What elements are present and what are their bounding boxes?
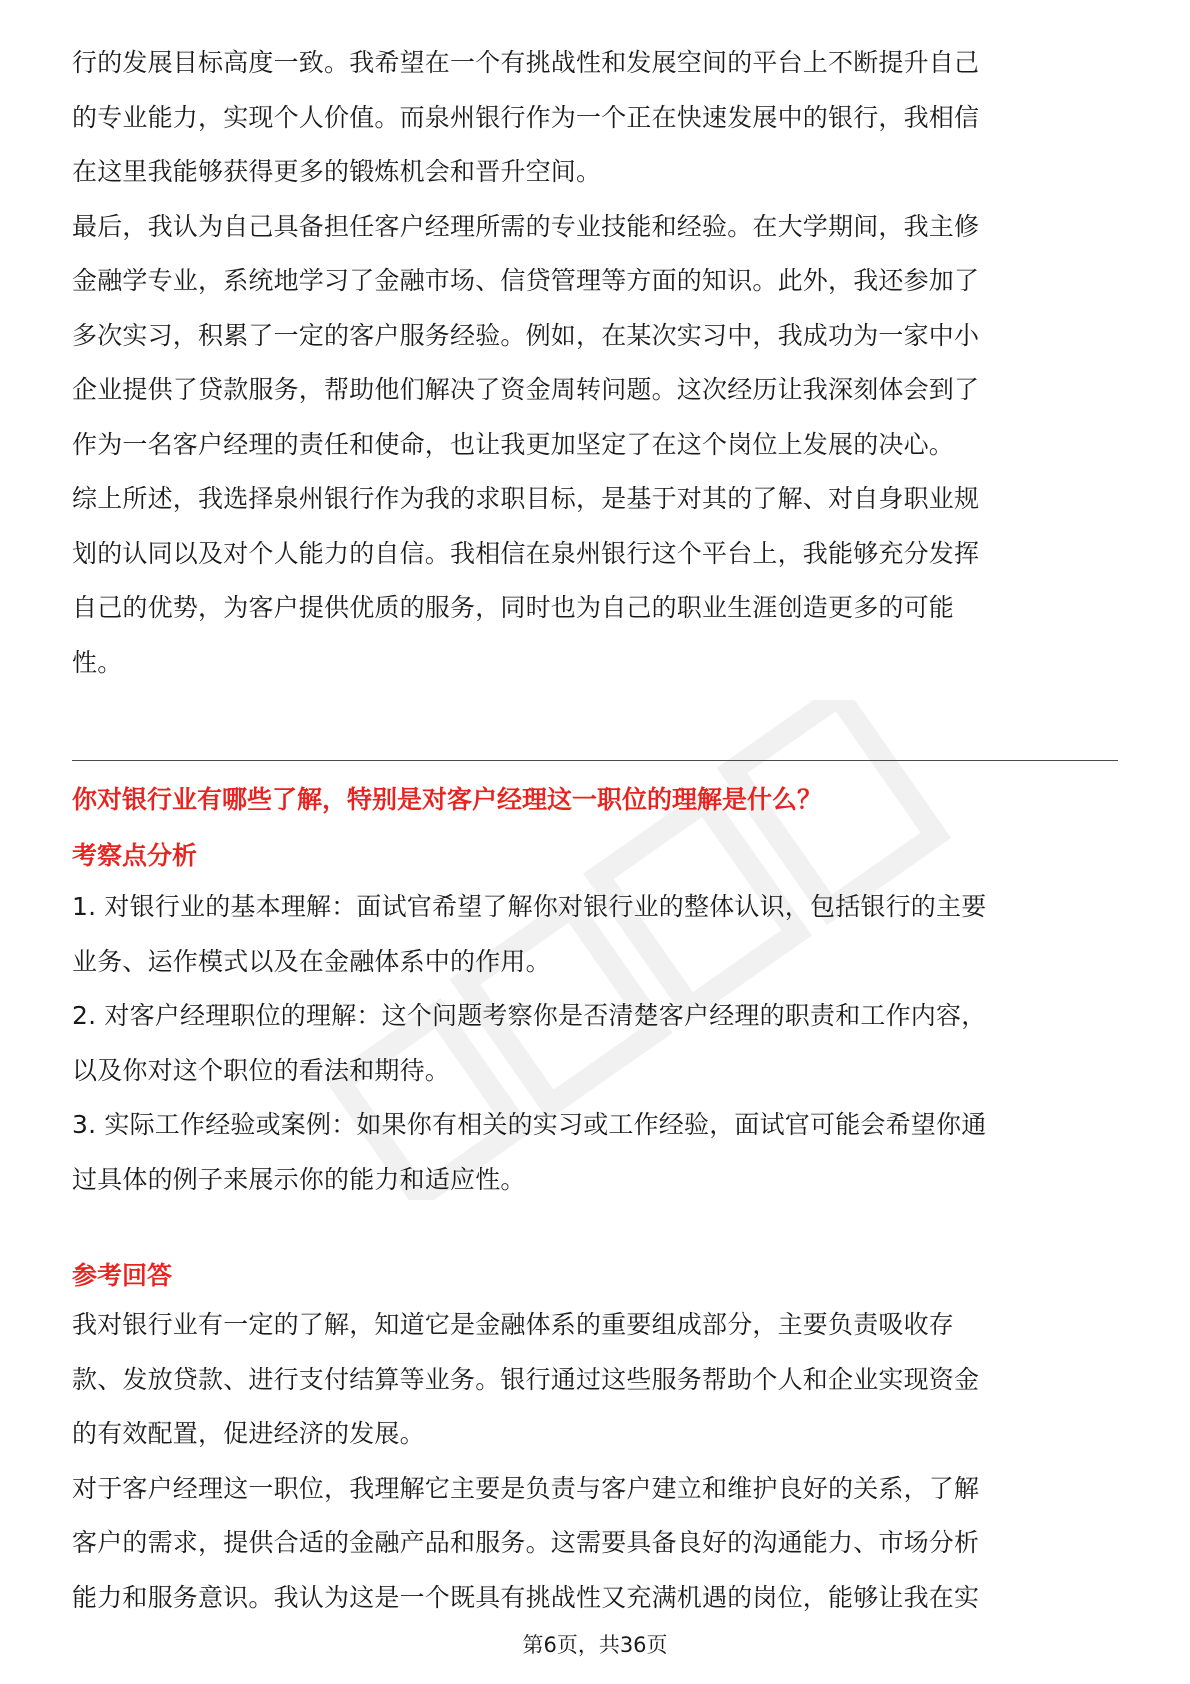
text-line: 在这里我能够获得更多的锻炼机会和晋升空间。 <box>72 157 602 186</box>
text-line: 3. 实际工作经验或案例：如果你有相关的实习或工作经验，面试官可能会希望你通 <box>72 1110 987 1139</box>
question-section <box>72 780 1118 820</box>
text-line: 款、发放贷款、进行支付结算等业务。银行通过这些服务帮助个人和企业实现资金 <box>72 1364 980 1394</box>
question-title: 你对银行业有哪些了解，特别是对客户经理这一职位的理解是什么？ <box>72 785 823 814</box>
answer-body <box>72 1298 1118 1625</box>
text-line: 多次实习，积累了一定的客户服务经验。例如，在某次实习中，我成功为一家中小 <box>72 320 980 350</box>
section-divider <box>72 760 1118 761</box>
text-line: 性。 <box>72 647 123 677</box>
text-line: 我对银行业有一定的了解，知道它是金融体系的重要组成部分，主要负责吸收存 <box>72 1310 955 1339</box>
text-line: 的专业能力，实现个人价值。而泉州银行作为一个正在快速发展中的银行，我相信 <box>72 102 980 132</box>
text-line: 行的发展目标高度一致。我希望在一个有挑战性和发展空间的平台上不断提升自己 <box>72 48 980 77</box>
text-line: 金融学专业，系统地学习了金融市场、信贷管理等方面的知识。此外，我还参加了 <box>72 266 980 295</box>
text-line: 作为一名客户经理的责任和使命，也让我更加坚定了在这个岗位上发展的决心。 <box>72 429 955 459</box>
answer-section <box>72 1256 1118 1296</box>
answer-heading: 参考回答 <box>72 1261 173 1290</box>
text-line: 划的认同以及对个人能力的自信。我相信在泉州银行这个平台上，我能够充分发挥 <box>72 538 980 568</box>
analysis-paragraphs <box>72 880 1118 1207</box>
text-line: 过具体的例子来展示你的能力和适应性。 <box>72 1164 526 1194</box>
text-line: 能力和服务意识。我认为这是一个既具有挑战性又充满机遇的岗位，能够让我在实 <box>72 1582 980 1612</box>
analysis-body <box>72 880 1118 1207</box>
text-line: 以及你对这个职位的看法和期待。 <box>72 1055 451 1085</box>
text-line: 最后，我认为自己具备担任客户经理所需的专业技能和经验。在大学期间，我主修 <box>72 211 980 241</box>
text-line: 业务、运作模式以及在金融体系中的作用。 <box>72 946 551 976</box>
text-line: 2. 对客户经理职位的理解：这个问题考察你是否清楚客户经理的职责和工作内容， <box>72 1001 987 1030</box>
analysis-section <box>72 836 1118 876</box>
text-line: 对于客户经理这一职位，我理解它主要是负责与客户建立和维护良好的关系，了解 <box>72 1473 980 1503</box>
text-line: 1. 对银行业的基本理解：面试官希望了解你对银行业的整体认识，包括银行的主要 <box>72 892 987 921</box>
intro-paragraphs <box>72 36 1118 690</box>
text-line: 的有效配置，促进经济的发展。 <box>72 1419 425 1448</box>
text-line: 综上所述，我选择泉州银行作为我的求职目标，是基于对其的了解、对自身职业规 <box>72 484 980 513</box>
analysis-heading: 考察点分析 <box>72 841 198 870</box>
text-line: 客户的需求，提供合适的金融产品和服务。这需要具备良好的沟通能力、市场分析 <box>72 1528 980 1557</box>
text-line: 企业提供了贷款服务，帮助他们解决了资金周转问题。这次经历让我深刻体会到了 <box>72 375 980 404</box>
answer-paragraphs <box>72 1298 1118 1625</box>
intro-text <box>72 36 1118 690</box>
text-line: 自己的优势，为客户提供优质的服务，同时也为自己的职业生涯创造更多的可能 <box>72 593 955 622</box>
page-number: 第6页，共36页 <box>522 1633 668 1657</box>
